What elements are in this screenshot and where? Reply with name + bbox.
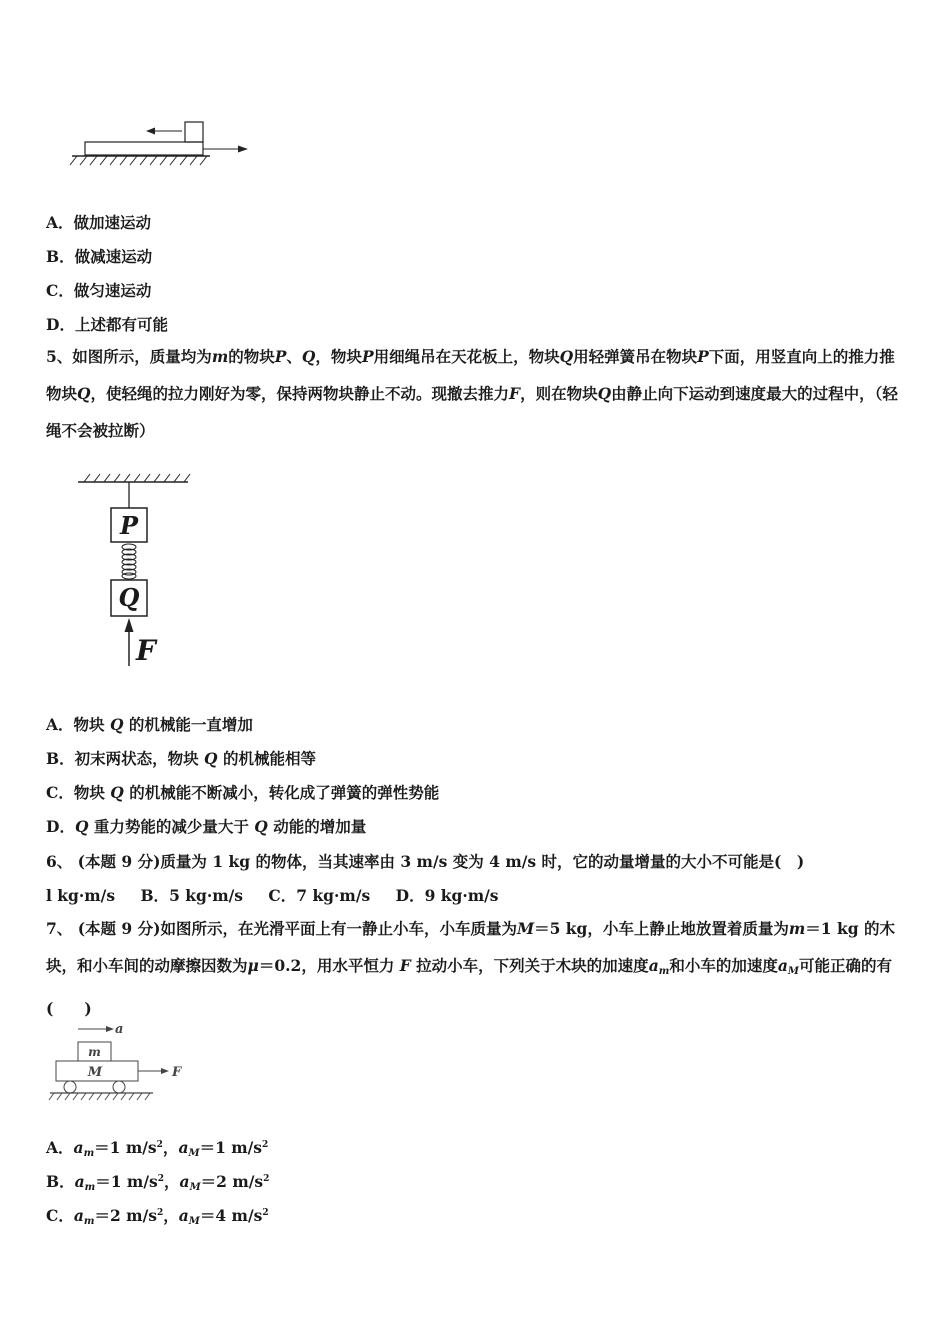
- figure-spring-blocks: [70, 470, 200, 670]
- q7-stem: 7、 (本题 9 分)如图所示，在光滑平面上有一静止小车，小车质量为M＝5 kg，小车上静止地放置着质量为m＝1 kg 的木块，和小车间的动摩擦因数为μ＝0.2，用水平恒力 F 拉动小车，下列关于木块的加速度$a_m$和小车的加速度$a_M$可能正确的有( ): [46, 919, 895, 1018]
- figure-cart: [45, 1018, 195, 1108]
- q5-stem: 5、如图所示，质量均为m的物块P、Q，物块P用细绳吊在天花板上，物块Q用轻弹簧吊在物块P下面，用竖直向上的推力推物块Q，使轻绳的拉力刚好为零，保持两物块静止不动。现撤去推力F，则在物块Q由静止向下运动到速度最大的过程中，（轻绳不会被拉断）: [46, 347, 898, 440]
- q5-option-b: B．初末两状态，物块 Q 的机械能相等: [46, 749, 316, 768]
- q4-option-b: B．做减速运动: [46, 247, 153, 266]
- q4-option-c: C．做匀速运动: [46, 281, 152, 300]
- fig-label-big-m: M: [87, 1065, 103, 1080]
- q5-option-d: D．Q 重力势能的减少量大于 Q 动能的增加量: [46, 817, 367, 836]
- fig-label-q: Q: [118, 583, 140, 612]
- fig-label-p: P: [119, 511, 139, 540]
- q7-option-a: A．$a_m=1$ $m/s^2$，$a_M=1$ $m/s^2$: [46, 1138, 269, 1159]
- q4-option-d: D．上述都有可能: [46, 315, 168, 334]
- fig-label-m: m: [88, 1045, 101, 1059]
- q5-option-a: A．物块 Q 的机械能一直增加: [46, 715, 253, 734]
- q4-option-a: A．做加速运动: [46, 213, 152, 232]
- fig-label-a: a: [115, 1022, 124, 1037]
- q6-stem: 6、 (本题 9 分)质量为 1 kg 的物体，当其速率由 3 m/s 变为 4 m/s 时，它的动量增量的大小不可能是( ): [46, 852, 805, 871]
- q5-option-c: C．物块 Q 的机械能不断减小，转化成了弹簧的弹性势能: [46, 783, 440, 802]
- q6-option-d: D．9 kg·m/s: [395, 886, 499, 905]
- q6-option-a: l kg·m/s: [46, 886, 116, 905]
- q6-options: [46, 884, 499, 906]
- fig-label-f: F: [136, 634, 156, 667]
- fig-label-f: F: [172, 1065, 182, 1080]
- q6-option-c: C．7 kg·m/s: [268, 886, 371, 905]
- q6-option-b: B．5 kg·m/s: [140, 886, 244, 905]
- q7-option-c: C．$a_m=2$ $m/s^2$，$a_M=4$ $m/s^2$: [46, 1206, 269, 1227]
- figure-block-on-board: [60, 115, 260, 180]
- q7-option-b: B．$a_m=1$ $m/s^2$，$a_M=2$ $m/s^2$: [46, 1172, 270, 1193]
